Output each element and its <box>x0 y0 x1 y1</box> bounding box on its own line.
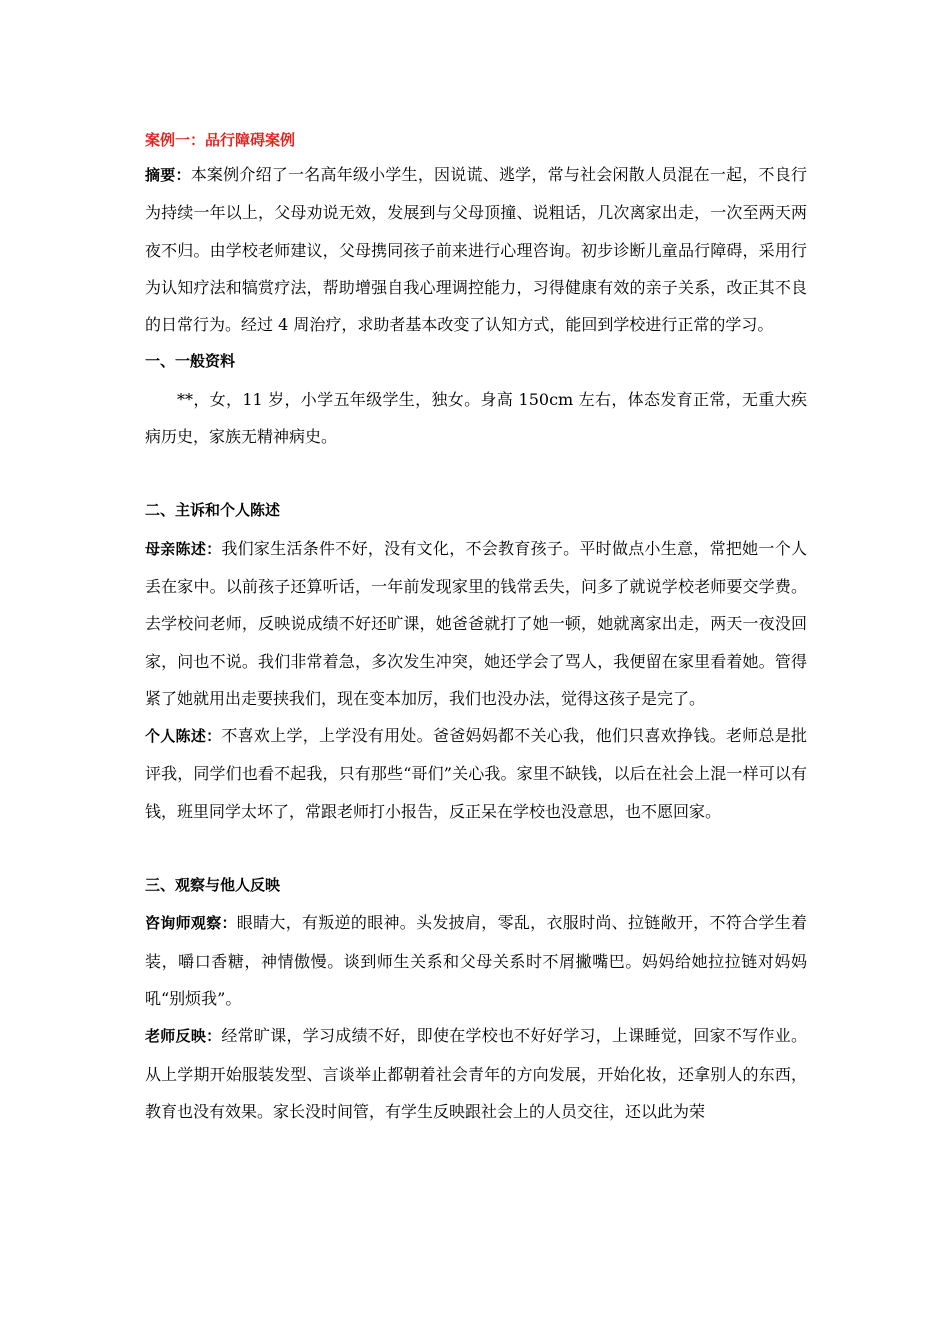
counselor-observation-paragraph <box>145 904 807 1017</box>
counselor-observation-label: 咨询师观察： <box>145 914 237 933</box>
personal-statement-label: 个人陈述： <box>145 727 222 746</box>
mother-statement-paragraph <box>145 530 807 717</box>
abstract-text: 本案例介绍了一名高年级小学生，因说谎、逃学，常与社会闲散人员混在一起，不良行为持续一年以上，父母劝说无效，发展到与父母顶撞、说粗话，几次离家出走，一次至两天两夜不归。由学校老师建议，父母携同孩子前来进行心理咨询。初步诊断儿童品行障碍，采用行为认知疗法和犒赏疗法，帮助增强自我心理调控能力，习得健康有效的亲子关系，改正其不良的日常行为。经过 4 周治疗，求助者基本改变了认知方式，能回到学校进行正常的学习。 <box>145 165 807 335</box>
section-heading-observation: 三、观察与他人反映 <box>145 876 281 895</box>
teacher-report-text: 经常旷课，学习成绩不好，即使在学校也不好好学习，上课睡觉，回家不写作业。从上学期开始服装发型、言谈举止都朝着社会青年的方向发展，开始化妆，还拿别人的东西，教育也没有效果。家长没时间管，有学生反映跟社会上的人员交往，还以此为荣 <box>145 1026 807 1121</box>
teacher-report-label: 老师反映： <box>145 1027 222 1046</box>
general-info-paragraph: **，女，11 岁，小学五年级学生，独女。身高 150cm 左右，体态发育正常，无重大疾病历史，家族无精神病史。 <box>145 389 807 447</box>
case-title: 案例一：品行障碍案例 <box>145 131 296 149</box>
document-page <box>145 124 807 1130</box>
mother-statement-text: 我们家生活条件不好，没有文化，不会教育孩子。平时做点小生意，常把她一个人丢在家中。以前孩子还算听话，一年前发现家里的钱常丢失，问多了就说学校老师要交学费。去学校问老师，反映说成绩不好还旷课，她爸爸就打了她一顿，她就离家出走，两天一夜没回家，问也不说。我们非常着急，多次发生冲突，她还学会了骂人，我便留在家里看着她。管得紧了她就用出走要挟我们，现在变本加厉，我们也没办法，觉得这孩子是完了。 <box>145 538 807 708</box>
spacer <box>145 455 807 492</box>
personal-statement-text: 不喜欢上学，上学没有用处。爸爸妈妈都不关心我，他们只喜欢挣钱。老师总是批评我，同学们也看不起我，只有那些“哥们”关心我。家里不缺钱，以后在社会上混一样可以有钱，班里同学太坏了，常跟老师打小报告，反正呆在学校也没意思，也不愿回家。 <box>145 726 807 821</box>
abstract-paragraph <box>145 156 807 343</box>
abstract-label: 摘要： <box>145 166 191 184</box>
personal-statement-paragraph <box>145 717 807 830</box>
counselor-observation-text: 眼睛大，有叛逆的眼神。头发披肩，零乱，衣服时尚、拉链敞开，不符合学生着装，嚼口香糖，神情傲慢。谈到师生关系和父母关系时不屑撇嘴巴。妈妈给她拉拉链对妈妈吼“别烦我”。 <box>145 913 807 1008</box>
teacher-report-paragraph <box>145 1017 807 1130</box>
spacer <box>145 830 807 867</box>
section-heading-general-info: 一、一般资料 <box>145 352 236 371</box>
section-heading-complaint: 二、主诉和个人陈述 <box>145 501 281 520</box>
mother-statement-label: 母亲陈述： <box>145 539 222 558</box>
